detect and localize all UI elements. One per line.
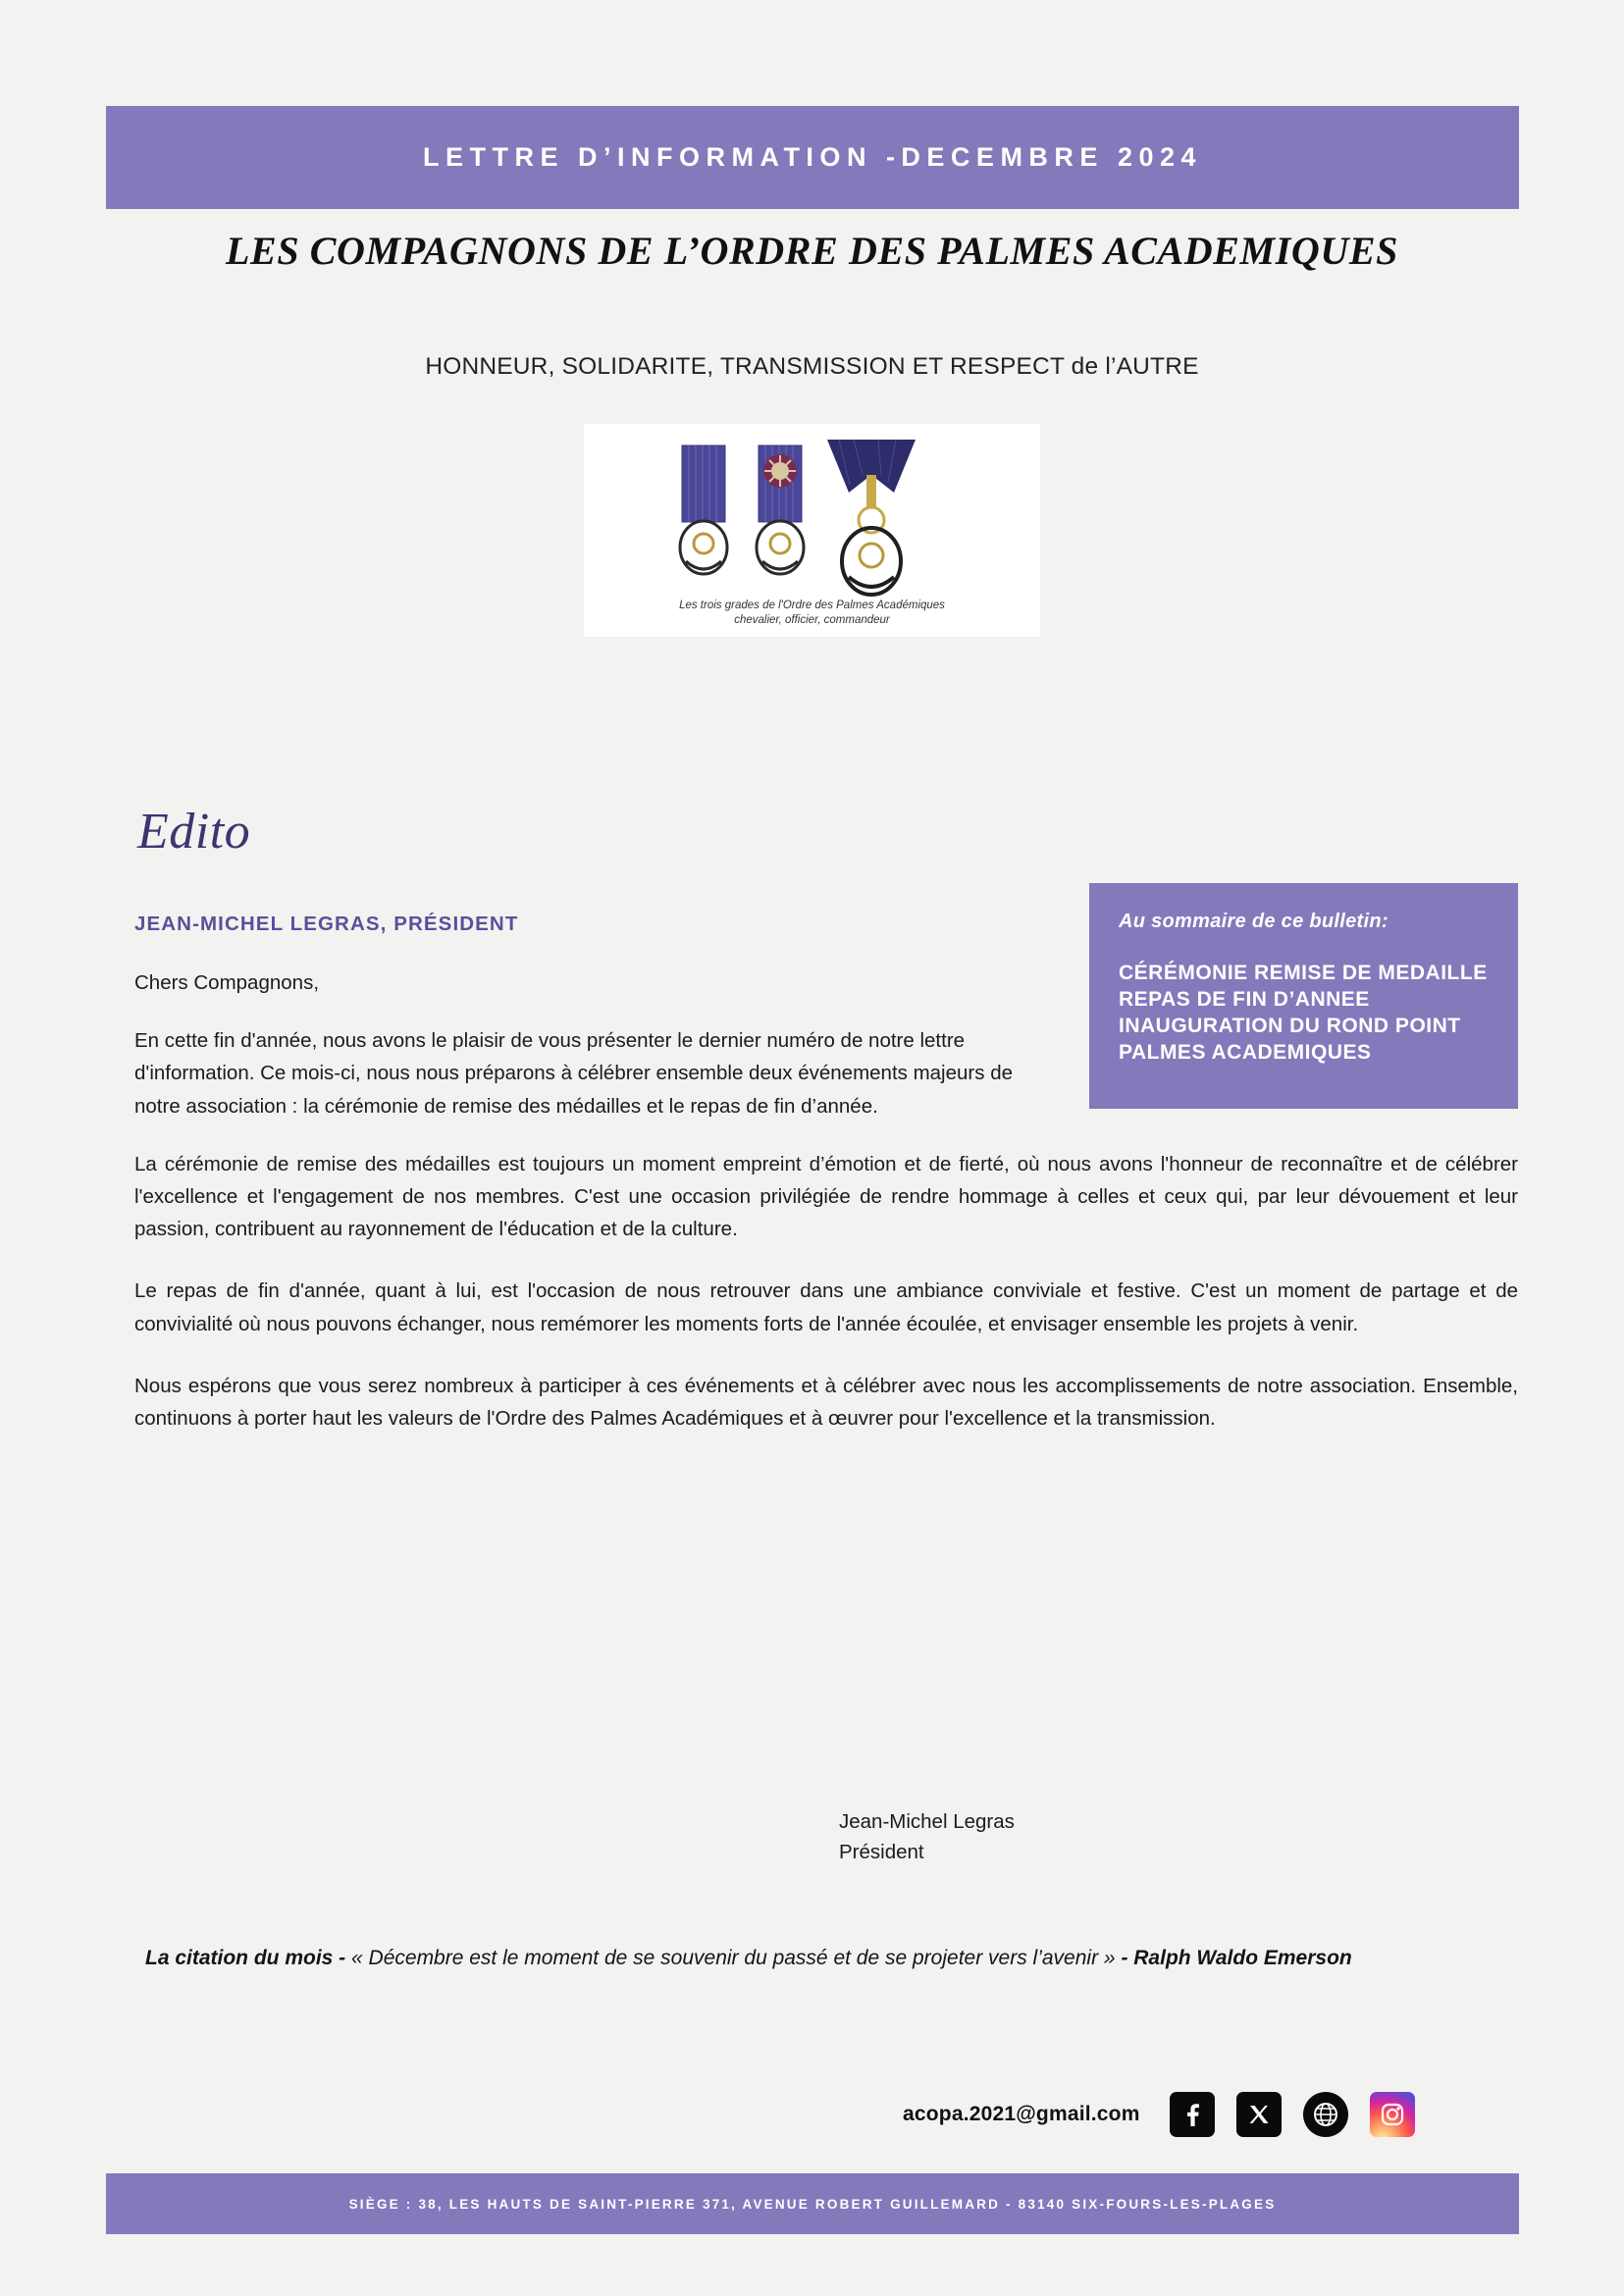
signature-block — [839, 1807, 1015, 1868]
sommaire-title: Au sommaire de ce bulletin: — [1119, 911, 1388, 932]
header-banner — [106, 106, 1519, 209]
figure-caption-line1: Les trois grades de l'Ordre des Palmes Académiques — [679, 599, 945, 611]
x-twitter-icon[interactable] — [1236, 2092, 1282, 2137]
footer-banner — [106, 2173, 1519, 2234]
footer-address: SIÈGE : 38, LES HAUTS DE SAINT-PIERRE 371, AVENUE ROBERT GUILLEMARD - 83140 SIX-FOURS-LES-PLAGES — [348, 2196, 1277, 2212]
quote-of-the-month — [145, 1943, 1441, 1975]
edito-paragraph: Nous espérons que vous serez nombreux à participer à ces événements et à célébrer avec nous les accomplissements de notre association. Ensemble, continuons à porter haut les valeurs de l'Ordre des Palmes Académiques et à œuvrer pour l'excellence et la transmission. — [134, 1374, 1518, 1431]
edito-heading: Edito — [137, 804, 251, 860]
quote-author: - Ralph Waldo Emerson — [1121, 1947, 1352, 1969]
contact-row — [903, 2092, 1415, 2137]
medals-figure — [584, 424, 1040, 637]
figure-caption — [584, 599, 1040, 629]
signature-role: Président — [839, 1840, 924, 1863]
edito-paragraph: Chers Compagnons, — [134, 971, 320, 994]
facebook-icon[interactable] — [1170, 2092, 1215, 2137]
quote-lead: La citation du mois - — [145, 1947, 346, 1969]
email-address[interactable]: acopa.2021@gmail.com — [903, 2103, 1140, 2125]
edito-paragraph: Le repas de fin d'année, quant à lui, est l'occasion de nous retrouver dans une ambiance conviviale et festive. C'est un moment de partage et de convivialité où nous pouvons échanger, nous remémorer les moments forts de l'année écoulée, et envisager ensemble les projets à venir. — [134, 1279, 1518, 1335]
signature-name: Jean-Michel Legras — [839, 1810, 1015, 1833]
instagram-icon[interactable] — [1370, 2092, 1415, 2137]
sommaire-item: CÉRÉMONIE REMISE DE MEDAILLE — [1119, 962, 1488, 984]
page-subtitle: HONNEUR, SOLIDARITE, TRANSMISSION ET RESPECT de l’AUTRE — [425, 353, 1199, 380]
edito-paragraph: La cérémonie de remise des médailles est toujours un moment empreint d’émotion et de fierté, où nous avons l'honneur de reconnaître et de célébrer l'excellence et l'engagement de nos membres. C'est une occasion privilégiée de rendre hommage à celles et ceux qui, par leur dévouement et leur passion, contribuent au rayonnement de l'éducation et de la culture. — [134, 1152, 1518, 1241]
figure-caption-line2: chevalier, officier, commandeur — [734, 614, 890, 627]
sommaire-item: REPAS DE FIN D’ANNEE — [1119, 987, 1370, 1011]
edito-body — [134, 966, 1518, 1464]
edito-author: JEAN-MICHEL LEGRAS, PRÉSIDENT — [134, 913, 519, 935]
website-icon[interactable] — [1303, 2092, 1348, 2137]
quote-text: « Décembre est le moment de se souvenir du passé et de se projeter vers l’avenir » — [351, 1947, 1116, 1969]
page-title: LES COMPAGNONS DE L’ORDRE DES PALMES ACADEMIQUES — [226, 229, 1398, 273]
header-banner-text: LETTRE D’INFORMATION -DECEMBRE 2024 — [422, 142, 1203, 172]
edito-paragraph: En cette fin d'année, nous avons le plaisir de vous présenter le dernier numéro de notre lettre d'information. Ce mois-ci, nous nous préparons à célébrer ensemble deux événements majeurs de notre association : la cérémonie de remise des médailles et le repas de fin d’année. — [134, 1029, 1013, 1118]
sommaire-item: INAUGURATION DU ROND POINT PALMES ACADEMIQUES — [1119, 1014, 1461, 1064]
